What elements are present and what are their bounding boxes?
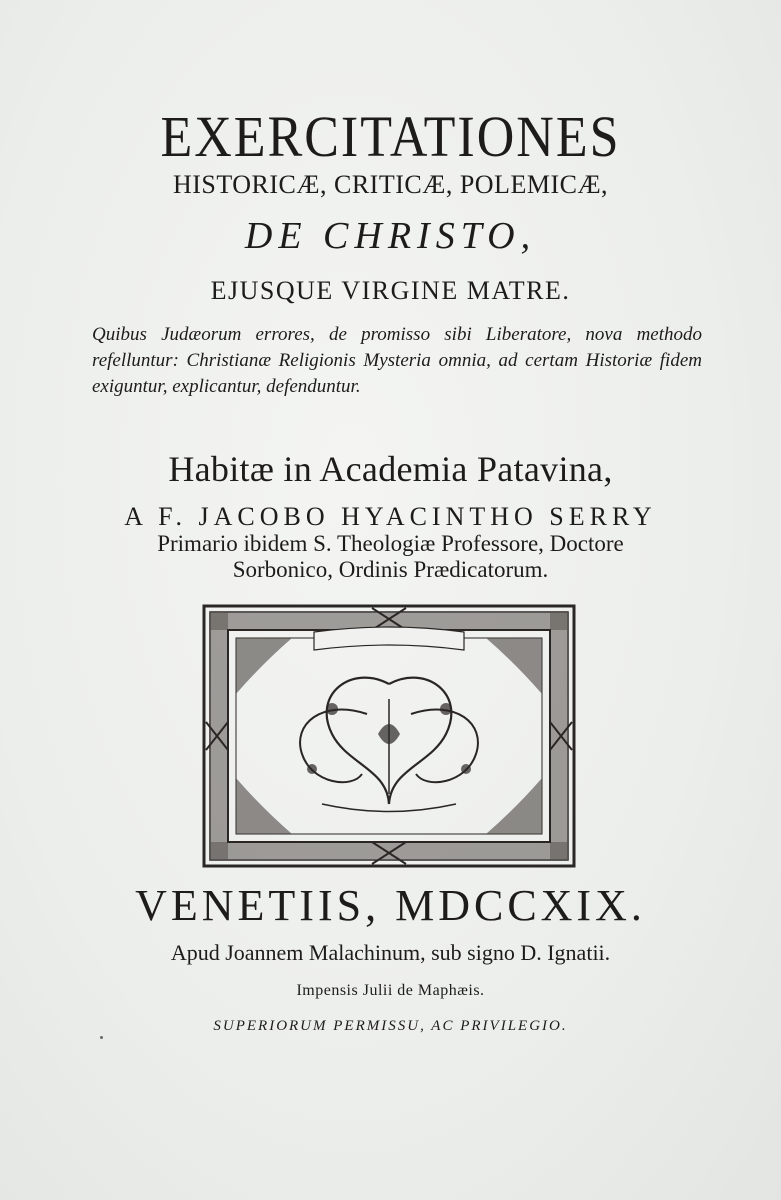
author-name: A F. JACOBO HYACINTHO SERRY (124, 502, 657, 531)
publisher-line: Apud Joannem Malachinum, sub signo D. Ignatii. (170, 940, 611, 965)
book-title: EXERCITATIONES (160, 105, 621, 170)
de-christo-line: DE CHRISTO, (244, 215, 537, 257)
funding-line: Impensis Julii de Maphæis. (296, 982, 485, 999)
book-subtitle: HISTORICÆ, CRITICÆ, POLEMICÆ, (172, 170, 609, 199)
ink-speck (100, 1036, 103, 1039)
place-and-year: VENETIIS, MDCCXIX. (135, 881, 646, 930)
monogram-vignette-icon (202, 604, 576, 868)
author-title-line-1: Primario ibidem S. Theologiæ Professore, Doctore (157, 531, 624, 556)
author-title-line-2: Sorbonico, Ordinis Prædicatorum. (232, 557, 549, 582)
virgine-matre-line: EJUSQUE VIRGINE MATRE. (210, 276, 571, 305)
privilege-line: SUPERIORUM PERMISSU, AC PRIVILEGIO. (213, 1018, 568, 1034)
habitae-line: Habitæ in Academia Patavina, (168, 449, 613, 489)
description-paragraph: Quibus Judæorum errores, de promisso sibi Liberatore, nova methodo refelluntur: Christianæ Religionis Mysteria omnia, ad certam Historiæ fidem exiguntur, explicantur, defenduntur. (92, 324, 702, 397)
